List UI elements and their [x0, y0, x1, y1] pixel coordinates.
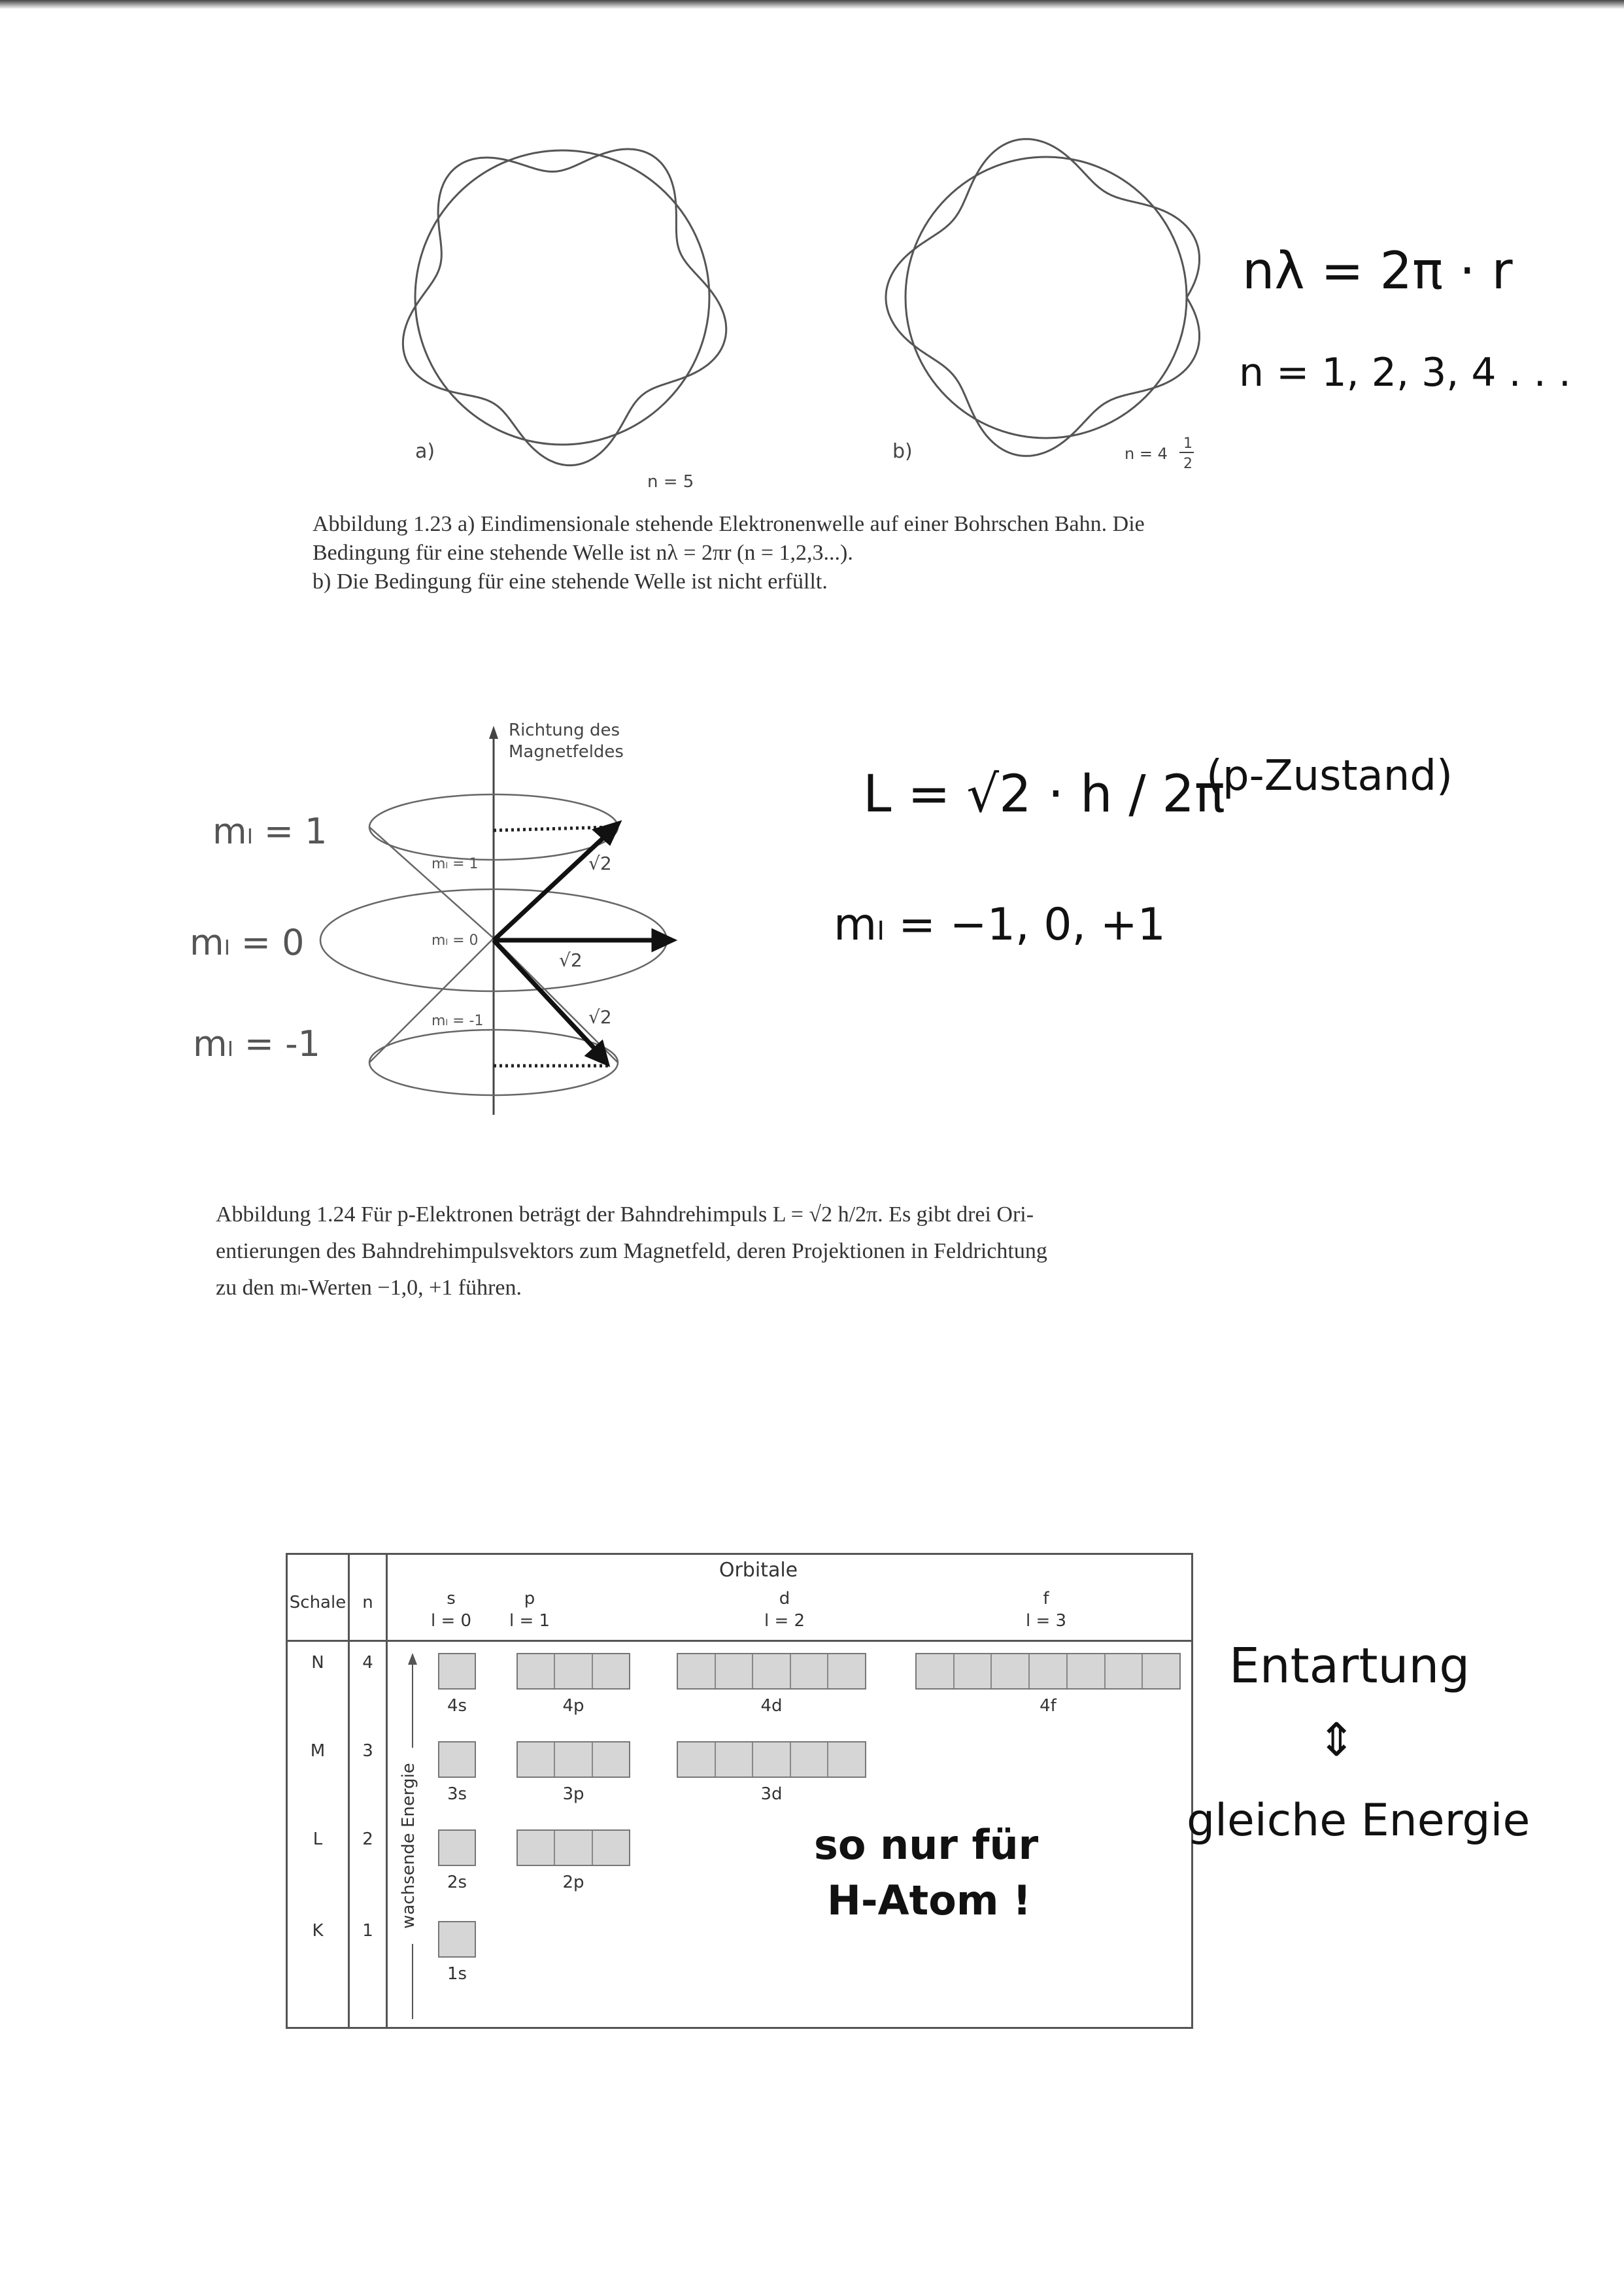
fig123-caption-line1: Abbildung 1.23 a) Eindimensionale stehende Elektronenwelle auf einer Bohrschen Bahn. Die	[313, 512, 1145, 536]
sqrt2-label-mid: √2	[559, 949, 583, 971]
handwritten-ml-zero: mₗ = 0	[190, 922, 305, 963]
orbital-cell	[555, 1742, 592, 1776]
field-direction-label-2: Magnetfeldes	[509, 742, 624, 762]
fig123-label-a: a)	[415, 440, 435, 463]
orbital-label: 3d	[760, 1784, 783, 1804]
orbital-cell	[791, 1654, 829, 1688]
orbital-cell	[439, 1654, 475, 1688]
handwritten-h-atom-1: so nur für	[814, 1821, 1039, 1869]
figure-1-24	[314, 719, 706, 1125]
table-shell-label: L	[313, 1829, 323, 1849]
orbital-box-3s	[438, 1741, 476, 1778]
handwritten-entartung: Entartung	[1229, 1638, 1470, 1694]
orbital-box-4p	[516, 1653, 630, 1690]
field-direction-label-1: Richtung des	[509, 721, 620, 740]
sqrt2-label-top: √2	[588, 853, 612, 874]
orbital-cell	[678, 1742, 716, 1776]
fig124-caption	[216, 1197, 1047, 1306]
orbital-label: 2s	[447, 1873, 467, 1892]
orbital-cell	[555, 1654, 592, 1688]
orbital-label: 4d	[760, 1696, 783, 1716]
orbital-cell	[917, 1654, 955, 1688]
table-n-value: 1	[362, 1921, 373, 1941]
orbital-cell	[1068, 1654, 1106, 1688]
fig123-label-b: b)	[892, 440, 913, 463]
handwritten-ml-values: mₗ = −1, 0, +1	[834, 899, 1166, 951]
sub-s-l: l = 0	[430, 1611, 472, 1631]
table-shell-label: N	[311, 1653, 324, 1673]
fig123-n-b-num: 1	[1183, 435, 1193, 452]
orbital-cell	[716, 1742, 754, 1776]
col-header-n: n	[362, 1593, 373, 1612]
ml-minus-label: mₗ = -1	[431, 1013, 484, 1029]
fig123-n-b-den: 2	[1183, 456, 1193, 472]
orbital-cell	[555, 1831, 592, 1865]
orbital-cell	[828, 1654, 865, 1688]
orbital-cell	[753, 1742, 791, 1776]
table-shell-label: M	[310, 1741, 326, 1761]
orbital-box-3p	[516, 1741, 630, 1778]
table-n-value: 4	[362, 1653, 373, 1673]
orbital-cell	[678, 1654, 716, 1688]
orbital-cell	[1030, 1654, 1068, 1688]
orbital-label: 1s	[447, 1964, 467, 1984]
table-n-value: 2	[362, 1829, 373, 1849]
sqrt2-label-bottom: √2	[588, 1006, 612, 1028]
sub-s: s	[447, 1589, 456, 1608]
sub-d: d	[779, 1589, 790, 1608]
orbital-cell	[716, 1654, 754, 1688]
orbital-table	[286, 1553, 1193, 2029]
fig123-caption-line2: Bedingung für eine stehende Welle ist nλ = 2πr (n = 1,2,3...).	[313, 541, 853, 565]
table-n-value: 3	[362, 1741, 373, 1761]
orbital-cell	[518, 1742, 555, 1776]
handwritten-p-state: (p-Zustand)	[1206, 752, 1453, 800]
orbital-label: 2p	[562, 1873, 584, 1892]
orbital-cell	[992, 1654, 1030, 1688]
orbital-cell	[439, 1831, 475, 1865]
fig124-caption-line3: zu den mₗ-Werten −1,0, +1 führen.	[216, 1276, 522, 1300]
orbital-label: 4s	[447, 1696, 467, 1716]
orbital-box-3d	[677, 1741, 866, 1778]
ml-plus-label: mₗ = 1	[431, 856, 479, 872]
orbital-cell	[518, 1654, 555, 1688]
orbital-cell	[828, 1742, 865, 1776]
orbital-cell	[439, 1922, 475, 1956]
orbital-cell	[593, 1831, 629, 1865]
fig124-caption-line1: Abbildung 1.24 Für p-Elektronen beträgt der Bahndrehimpuls L = √2 h/2π. Es gibt drei Ori-	[216, 1202, 1034, 1227]
orbital-label: 4f	[1040, 1696, 1057, 1716]
handwritten-gleiche-energie: gleiche Energie	[1187, 1795, 1531, 1846]
orbital-cell	[791, 1742, 829, 1776]
orbital-cell	[753, 1654, 791, 1688]
orbital-cell	[1143, 1654, 1179, 1688]
fig124-caption-line2: entierungen des Bahndrehimpulsvektors zum Magnetfeld, deren Projektionen in Feldrichtung	[216, 1239, 1047, 1263]
orbital-cell	[439, 1742, 475, 1776]
standing-wave-b	[886, 139, 1200, 456]
handwritten-h-atom-2: H-Atom !	[827, 1877, 1032, 1924]
sub-d-l: l = 2	[764, 1611, 805, 1631]
page-top-edge	[0, 0, 1624, 9]
handwritten-ml-plus: mₗ = 1	[212, 811, 328, 852]
orbital-box-2p	[516, 1829, 630, 1866]
handwritten-L-formula: L = √2 · h / 2π	[863, 765, 1225, 824]
orbital-box-2s	[438, 1829, 476, 1866]
sub-p: p	[524, 1589, 535, 1608]
sub-f-l: l = 3	[1025, 1611, 1067, 1631]
ml-zero-label: mₗ = 0	[431, 932, 479, 949]
standing-wave-a	[403, 149, 726, 466]
orbital-box-4d	[677, 1653, 866, 1690]
col-header-schale: Schale	[289, 1593, 347, 1612]
figure-1-23	[366, 105, 1255, 510]
handwritten-n-values: n = 1, 2, 3, 4 . . .	[1239, 350, 1572, 396]
orbital-cell	[1106, 1654, 1143, 1688]
fig123-caption	[313, 510, 1145, 596]
col-header-orbitale: Orbitale	[719, 1559, 798, 1582]
orbital-cell	[593, 1654, 629, 1688]
fig123-n-b: n = 4	[1125, 445, 1168, 463]
orbital-cell	[955, 1654, 992, 1688]
orbital-cell	[593, 1742, 629, 1776]
orbital-label: 3p	[562, 1784, 584, 1804]
handwritten-ml-minus: mₗ = -1	[193, 1023, 320, 1064]
orbital-label: 3s	[447, 1784, 467, 1804]
fig123-caption-line3: b) Die Bedingung für eine stehende Welle ist nicht erfüllt.	[313, 570, 828, 594]
sub-p-l: l = 1	[509, 1611, 550, 1631]
orbital-box-1s	[438, 1921, 476, 1958]
energy-axis-label: wachsende Energie	[399, 1748, 418, 1944]
orbital-box-4f	[915, 1653, 1181, 1690]
orbital-box-4s	[438, 1653, 476, 1690]
handwritten-equivalence-arrow: ⇕	[1317, 1713, 1356, 1767]
table-shell-label: K	[312, 1921, 324, 1941]
orbital-label: 4p	[562, 1696, 584, 1716]
fig123-n-a: n = 5	[647, 472, 694, 492]
orbital-cell	[518, 1831, 555, 1865]
sub-f: f	[1043, 1589, 1049, 1608]
handwritten-de-broglie-formula: nλ = 2π · r	[1242, 242, 1513, 301]
